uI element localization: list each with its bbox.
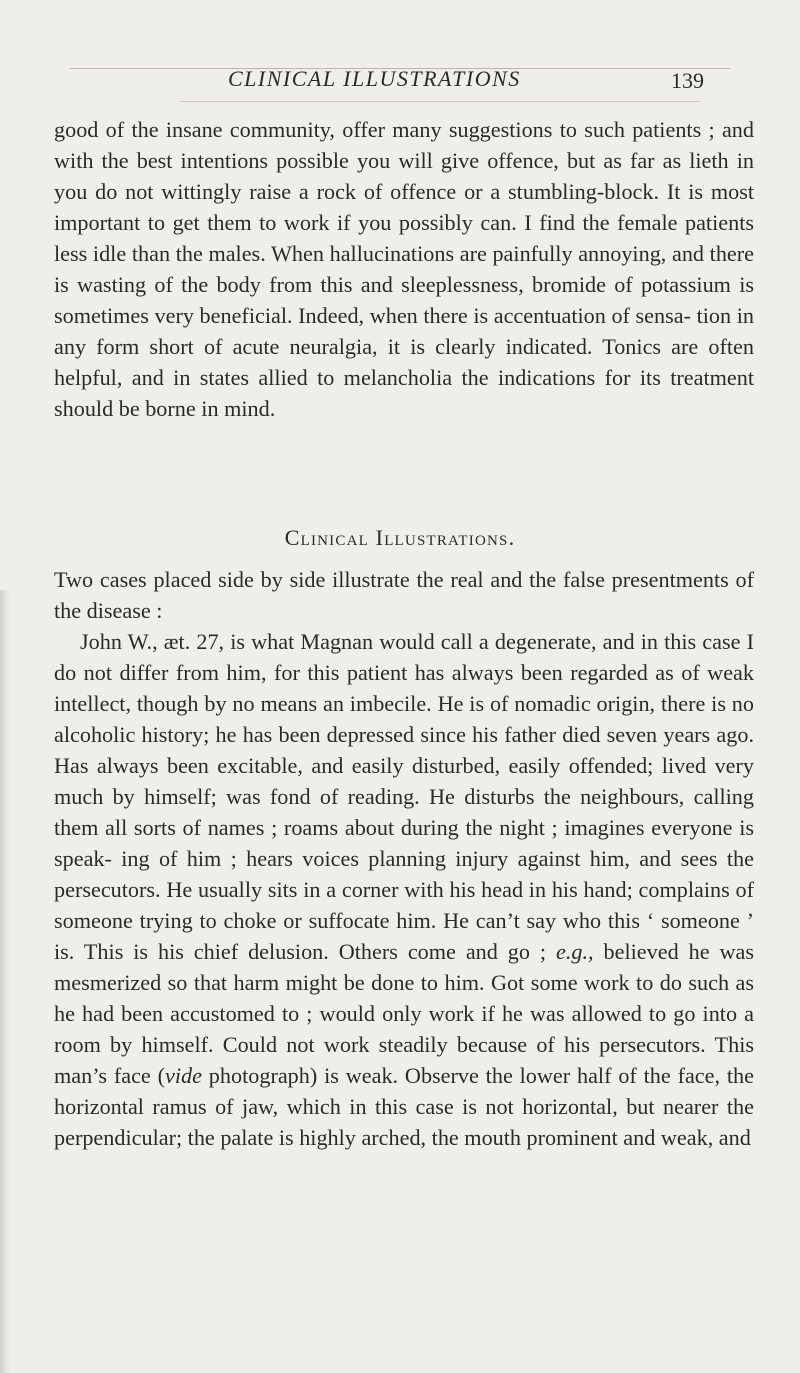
john-text-part-3: photograph) is weak. Observe the lower half of the face, the horizontal ramus of jaw, which in this case is not horizontal, but nearer the perpendicular; the palate is highly arched, the mouth prominent and weak, and [54,1063,754,1150]
page-number: 139 [671,68,704,93]
page-gutter-shadow [0,590,10,1373]
vide-word: vide [165,1063,202,1088]
paragraph-intro-text: good of the insane community, offer many suggestions to such patients ; and with the best intentions possible you will give offence, but as far as lieth in you do not wittingly raise a rock of offence or a stumbling-block. It is most important to get them to work if you possibly can. I find the female patients less idle than the males. When hallucinations are painfully annoying, and there is wasting of the body from this and sleeplessness, bromide of potassium is sometimes very beneficial. Indeed, when there is accentuation of sensa- tion in any form short of acute neuralgia, it is clearly indicated. Tonics are often helpful, and in states allied to melancholia the indications for its treatment should be borne in mind. [54,117,754,421]
page-header [0,66,800,102]
header-rule [180,101,700,102]
running-title: CLINICAL ILLUSTRATIONS [228,66,521,91]
paragraph-cases-text: Two cases placed side by side illustrate the real and the false presentments of the disease : [54,567,754,623]
john-text-part-1: John W., æt. 27, is what Magnan would call a degenerate, and in this case I do not differ from him, for this patient has always been regarded as of weak intellect, though by no means an imbecile. He is of nomadic origin, there is no alcoholic history; he has been depressed since his father died seven years ago. Has always been excitable, and easily disturbed, easily offended; lived very much by himself; was fond of reading. He disturbs the neighbours, calling them all sorts of names ; roams about during the night ; imagines everyone is speak- ing of him ; hears voices planning injury against him, and sees the persecutors. He usually sits in a corner with his head in his hand; complains of someone trying to choke or suffocate him. He can’t say who this ‘ someone ’ is. This is his chief delusion. Others come and go ; [54,629,754,964]
paragraph-intro [54,114,754,424]
eg-abbreviation: e.g., [556,939,594,964]
paragraph-john-text [54,626,754,1153]
john-text-part-2: believed he was mesmerized so that harm might be done to him. Got some work to do such as he had been accustomed to ; would only work if he was allowed to go into a room by himself. Could not work steadily because of his persecutors. This man’s face ( [54,939,755,1088]
paragraph-cases [54,564,754,626]
section-heading: Clinical Illustrations. [284,525,516,550]
paragraph-john-case [54,626,754,1153]
